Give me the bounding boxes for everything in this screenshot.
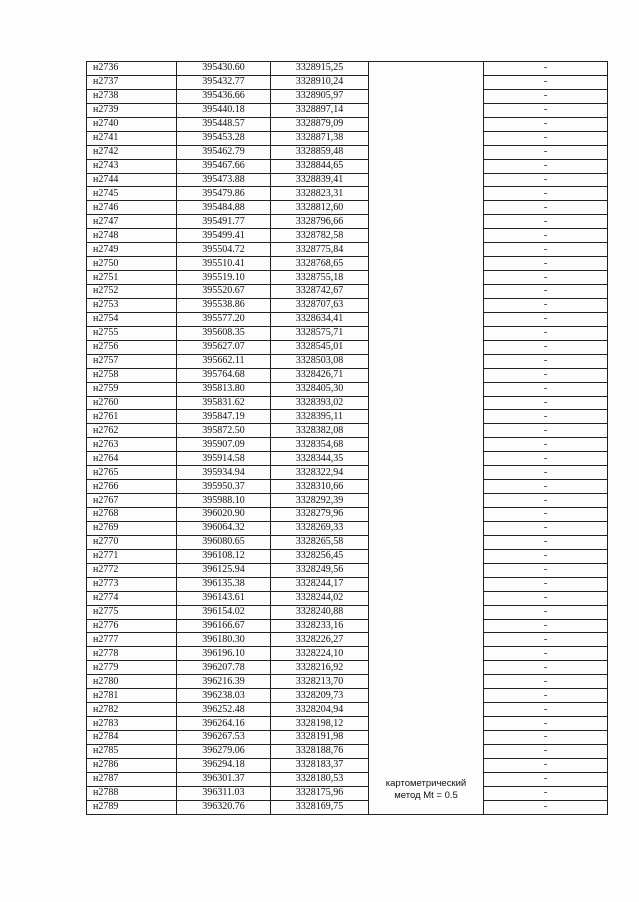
- table-row: [87, 452, 608, 466]
- table-row: [87, 285, 608, 299]
- table-row: [87, 243, 608, 257]
- x-coordinate-cell: 395813.80: [177, 382, 271, 396]
- x-coordinate-cell: 395462.79: [177, 145, 271, 159]
- dash-cell: -: [484, 619, 608, 633]
- point-id-cell: н2754: [87, 312, 177, 326]
- dash-cell: -: [484, 744, 608, 758]
- table-row: [87, 661, 608, 675]
- dash-cell: -: [484, 563, 608, 577]
- point-id-cell: н2745: [87, 187, 177, 201]
- x-coordinate-cell: 395473.88: [177, 173, 271, 187]
- y-coordinate-cell: 3328545,01: [271, 340, 369, 354]
- table-row: [87, 368, 608, 382]
- dash-cell: -: [484, 480, 608, 494]
- x-coordinate-cell: 396135.38: [177, 577, 271, 591]
- y-coordinate-cell: 3328233,16: [271, 619, 369, 633]
- table-row: [87, 298, 608, 312]
- table-row: [87, 173, 608, 187]
- x-coordinate-cell: 396143.61: [177, 591, 271, 605]
- x-coordinate-cell: 395662.11: [177, 354, 271, 368]
- x-coordinate-cell: 396166.67: [177, 619, 271, 633]
- y-coordinate-cell: 3328204,94: [271, 703, 369, 717]
- dash-cell: -: [484, 117, 608, 131]
- table-row: [87, 438, 608, 452]
- y-coordinate-cell: 3328240,88: [271, 605, 369, 619]
- point-id-cell: н2782: [87, 703, 177, 717]
- point-id-cell: н2759: [87, 382, 177, 396]
- point-id-cell: н2742: [87, 145, 177, 159]
- point-id-cell: н2752: [87, 285, 177, 299]
- y-coordinate-cell: 3328768,65: [271, 257, 369, 271]
- dash-cell: -: [484, 521, 608, 535]
- table-row: [87, 424, 608, 438]
- x-coordinate-cell: 395907.09: [177, 438, 271, 452]
- dash-cell: -: [484, 75, 608, 89]
- y-coordinate-cell: 3328169,75: [271, 800, 369, 814]
- dash-cell: -: [484, 201, 608, 215]
- dash-cell: -: [484, 717, 608, 731]
- table-row: [87, 521, 608, 535]
- method-text-line1: картометрический: [385, 777, 467, 789]
- x-coordinate-cell: 396125.94: [177, 563, 271, 577]
- y-coordinate-cell: 3328426,71: [271, 368, 369, 382]
- dash-cell: -: [484, 758, 608, 772]
- table-row: [87, 103, 608, 117]
- x-coordinate-cell: 395872.50: [177, 424, 271, 438]
- y-coordinate-cell: 3328575,71: [271, 326, 369, 340]
- y-coordinate-cell: 3328226,27: [271, 633, 369, 647]
- y-coordinate-cell: 3328503,08: [271, 354, 369, 368]
- point-id-cell: н2784: [87, 731, 177, 745]
- point-id-cell: н2736: [87, 62, 177, 76]
- table-row: [87, 271, 608, 285]
- y-coordinate-cell: 3328175,96: [271, 786, 369, 800]
- x-coordinate-cell: 396064.32: [177, 521, 271, 535]
- point-id-cell: н2778: [87, 647, 177, 661]
- dash-cell: -: [484, 215, 608, 229]
- x-coordinate-cell: 396196.10: [177, 647, 271, 661]
- table-row: [87, 633, 608, 647]
- x-coordinate-cell: 396294.18: [177, 758, 271, 772]
- dash-cell: -: [484, 675, 608, 689]
- point-id-cell: н2741: [87, 131, 177, 145]
- point-id-cell: н2756: [87, 340, 177, 354]
- point-id-cell: н2765: [87, 466, 177, 480]
- dash-cell: -: [484, 703, 608, 717]
- table-row: [87, 410, 608, 424]
- y-coordinate-cell: 3328244,02: [271, 591, 369, 605]
- x-coordinate-cell: 396207.78: [177, 661, 271, 675]
- point-id-cell: н2737: [87, 75, 177, 89]
- table-row: [87, 744, 608, 758]
- table-row: [87, 89, 608, 103]
- y-coordinate-cell: 3328839,41: [271, 173, 369, 187]
- table-row: [87, 675, 608, 689]
- x-coordinate-cell: 395499.41: [177, 229, 271, 243]
- x-coordinate-cell: 395491.77: [177, 215, 271, 229]
- y-coordinate-cell: 3328879,09: [271, 117, 369, 131]
- dash-cell: -: [484, 549, 608, 563]
- y-coordinate-cell: 3328707,63: [271, 298, 369, 312]
- point-id-cell: н2783: [87, 717, 177, 731]
- table-row: [87, 159, 608, 173]
- x-coordinate-cell: 395467.66: [177, 159, 271, 173]
- table-row: [87, 326, 608, 340]
- point-id-cell: н2739: [87, 103, 177, 117]
- x-coordinate-cell: 396320.76: [177, 800, 271, 814]
- x-coordinate-cell: 395988.10: [177, 494, 271, 508]
- table-row: [87, 201, 608, 215]
- table-row: [87, 75, 608, 89]
- table-row: [87, 62, 608, 76]
- dash-cell: -: [484, 438, 608, 452]
- x-coordinate-cell: 395538.86: [177, 298, 271, 312]
- y-coordinate-cell: 3328755,18: [271, 271, 369, 285]
- table-row: [87, 354, 608, 368]
- coordinates-table-body: [87, 62, 608, 815]
- point-id-cell: н2753: [87, 298, 177, 312]
- y-coordinate-cell: 3328812,60: [271, 201, 369, 215]
- table-row: [87, 229, 608, 243]
- point-id-cell: н2781: [87, 689, 177, 703]
- y-coordinate-cell: 3328249,56: [271, 563, 369, 577]
- dash-cell: -: [484, 410, 608, 424]
- x-coordinate-cell: 395504.72: [177, 243, 271, 257]
- x-coordinate-cell: 396238.03: [177, 689, 271, 703]
- y-coordinate-cell: 3328859,48: [271, 145, 369, 159]
- dash-cell: -: [484, 368, 608, 382]
- dash-cell: -: [484, 689, 608, 703]
- x-coordinate-cell: 396279.06: [177, 744, 271, 758]
- point-id-cell: н2766: [87, 480, 177, 494]
- y-coordinate-cell: 3328634,41: [271, 312, 369, 326]
- point-id-cell: н2738: [87, 89, 177, 103]
- y-coordinate-cell: 3328216,92: [271, 661, 369, 675]
- dash-cell: -: [484, 187, 608, 201]
- y-coordinate-cell: 3328742,67: [271, 285, 369, 299]
- y-coordinate-cell: 3328198,12: [271, 717, 369, 731]
- table-row: [87, 215, 608, 229]
- point-id-cell: н2763: [87, 438, 177, 452]
- table-row: [87, 131, 608, 145]
- y-coordinate-cell: 3328265,58: [271, 535, 369, 549]
- dash-cell: -: [484, 494, 608, 508]
- x-coordinate-cell: 395608.35: [177, 326, 271, 340]
- dash-cell: -: [484, 800, 608, 814]
- dash-cell: -: [484, 159, 608, 173]
- y-coordinate-cell: 3328796,66: [271, 215, 369, 229]
- dash-cell: -: [484, 382, 608, 396]
- dash-cell: -: [484, 424, 608, 438]
- point-id-cell: н2751: [87, 271, 177, 285]
- dash-cell: -: [484, 340, 608, 354]
- x-coordinate-cell: 395914.58: [177, 452, 271, 466]
- point-id-cell: н2747: [87, 215, 177, 229]
- x-coordinate-cell: 395430.60: [177, 62, 271, 76]
- table-row: [87, 689, 608, 703]
- table-row: [87, 619, 608, 633]
- y-coordinate-cell: 3328209,73: [271, 689, 369, 703]
- y-coordinate-cell: 3328322,94: [271, 466, 369, 480]
- table-row: [87, 145, 608, 159]
- dash-cell: -: [484, 396, 608, 410]
- point-id-cell: н2760: [87, 396, 177, 410]
- dash-cell: -: [484, 647, 608, 661]
- y-coordinate-cell: 3328224,10: [271, 647, 369, 661]
- x-coordinate-cell: 396108.12: [177, 549, 271, 563]
- point-id-cell: н2787: [87, 772, 177, 786]
- dash-cell: -: [484, 772, 608, 786]
- point-id-cell: н2768: [87, 508, 177, 522]
- coordinates-table: [86, 61, 608, 815]
- point-id-cell: н2767: [87, 494, 177, 508]
- x-coordinate-cell: 395934.94: [177, 466, 271, 480]
- point-id-cell: н2780: [87, 675, 177, 689]
- table-row: [87, 187, 608, 201]
- point-id-cell: н2773: [87, 577, 177, 591]
- dash-cell: -: [484, 508, 608, 522]
- x-coordinate-cell: 396154.02: [177, 605, 271, 619]
- point-id-cell: н2762: [87, 424, 177, 438]
- y-coordinate-cell: 3328191,98: [271, 731, 369, 745]
- dash-cell: -: [484, 103, 608, 117]
- table-row: [87, 340, 608, 354]
- point-id-cell: н2764: [87, 452, 177, 466]
- x-coordinate-cell: 395950.37: [177, 480, 271, 494]
- dash-cell: -: [484, 89, 608, 103]
- table-row: [87, 800, 608, 814]
- point-id-cell: н2761: [87, 410, 177, 424]
- table-row: [87, 257, 608, 271]
- x-coordinate-cell: 395764.68: [177, 368, 271, 382]
- dash-cell: -: [484, 633, 608, 647]
- y-coordinate-cell: 3328213,70: [271, 675, 369, 689]
- y-coordinate-cell: 3328393,02: [271, 396, 369, 410]
- dash-cell: -: [484, 173, 608, 187]
- x-coordinate-cell: 395436.66: [177, 89, 271, 103]
- point-id-cell: н2788: [87, 786, 177, 800]
- x-coordinate-cell: 395519.10: [177, 271, 271, 285]
- dash-cell: -: [484, 591, 608, 605]
- dash-cell: -: [484, 535, 608, 549]
- dash-cell: -: [484, 62, 608, 76]
- y-coordinate-cell: 3328180,53: [271, 772, 369, 786]
- point-id-cell: н2775: [87, 605, 177, 619]
- y-coordinate-cell: 3328269,33: [271, 521, 369, 535]
- point-id-cell: н2772: [87, 563, 177, 577]
- table-row: [87, 117, 608, 131]
- dash-cell: -: [484, 731, 608, 745]
- table-row: [87, 647, 608, 661]
- point-id-cell: н2786: [87, 758, 177, 772]
- x-coordinate-cell: 395520.67: [177, 285, 271, 299]
- table-row: [87, 703, 608, 717]
- y-coordinate-cell: 3328782,58: [271, 229, 369, 243]
- dash-cell: -: [484, 605, 608, 619]
- x-coordinate-cell: 395831.62: [177, 396, 271, 410]
- y-coordinate-cell: 3328395,11: [271, 410, 369, 424]
- table-row: [87, 563, 608, 577]
- x-coordinate-cell: 395432.77: [177, 75, 271, 89]
- dash-cell: -: [484, 271, 608, 285]
- x-coordinate-cell: 396267.53: [177, 731, 271, 745]
- table-row: [87, 382, 608, 396]
- table-row: [87, 758, 608, 772]
- point-id-cell: н2769: [87, 521, 177, 535]
- x-coordinate-cell: 395627.07: [177, 340, 271, 354]
- point-id-cell: н2755: [87, 326, 177, 340]
- x-coordinate-cell: 396180.30: [177, 633, 271, 647]
- y-coordinate-cell: 3328292,39: [271, 494, 369, 508]
- point-id-cell: н2777: [87, 633, 177, 647]
- y-coordinate-cell: 3328183,37: [271, 758, 369, 772]
- table-row: [87, 312, 608, 326]
- table-row: [87, 786, 608, 800]
- y-coordinate-cell: 3328188,76: [271, 744, 369, 758]
- y-coordinate-cell: 3328310,66: [271, 480, 369, 494]
- y-coordinate-cell: 3328405,30: [271, 382, 369, 396]
- x-coordinate-cell: 396252.48: [177, 703, 271, 717]
- point-id-cell: н2785: [87, 744, 177, 758]
- table-row: [87, 396, 608, 410]
- method-cell: [369, 62, 484, 815]
- table-row: [87, 508, 608, 522]
- y-coordinate-cell: 3328823,31: [271, 187, 369, 201]
- dash-cell: -: [484, 229, 608, 243]
- point-id-cell: н2757: [87, 354, 177, 368]
- x-coordinate-cell: 395448.57: [177, 117, 271, 131]
- table-row: [87, 772, 608, 786]
- table-row: [87, 591, 608, 605]
- y-coordinate-cell: 3328775,84: [271, 243, 369, 257]
- x-coordinate-cell: 396311.03: [177, 786, 271, 800]
- y-coordinate-cell: 3328354,68: [271, 438, 369, 452]
- point-id-cell: н2749: [87, 243, 177, 257]
- table-row: [87, 717, 608, 731]
- y-coordinate-cell: 3328844,65: [271, 159, 369, 173]
- x-coordinate-cell: 395453.28: [177, 131, 271, 145]
- dash-cell: -: [484, 452, 608, 466]
- y-coordinate-cell: 3328382,08: [271, 424, 369, 438]
- dash-cell: -: [484, 661, 608, 675]
- y-coordinate-cell: 3328897,14: [271, 103, 369, 117]
- table-row: [87, 577, 608, 591]
- dash-cell: -: [484, 466, 608, 480]
- point-id-cell: н2789: [87, 800, 177, 814]
- y-coordinate-cell: 3328256,45: [271, 549, 369, 563]
- point-id-cell: н2750: [87, 257, 177, 271]
- point-id-cell: н2771: [87, 549, 177, 563]
- dash-cell: -: [484, 257, 608, 271]
- point-id-cell: н2770: [87, 535, 177, 549]
- x-coordinate-cell: 395577.20: [177, 312, 271, 326]
- table-row: [87, 466, 608, 480]
- x-coordinate-cell: 396020.90: [177, 508, 271, 522]
- y-coordinate-cell: 3328915,25: [271, 62, 369, 76]
- point-id-cell: н2748: [87, 229, 177, 243]
- point-id-cell: н2758: [87, 368, 177, 382]
- dash-cell: -: [484, 312, 608, 326]
- x-coordinate-cell: 396080.65: [177, 535, 271, 549]
- x-coordinate-cell: 395440.18: [177, 103, 271, 117]
- dash-cell: -: [484, 577, 608, 591]
- y-coordinate-cell: 3328905,97: [271, 89, 369, 103]
- x-coordinate-cell: 395479.86: [177, 187, 271, 201]
- table-row: [87, 494, 608, 508]
- dash-cell: -: [484, 298, 608, 312]
- dash-cell: -: [484, 326, 608, 340]
- point-id-cell: н2774: [87, 591, 177, 605]
- y-coordinate-cell: 3328244,17: [271, 577, 369, 591]
- dash-cell: -: [484, 786, 608, 800]
- dash-cell: -: [484, 131, 608, 145]
- y-coordinate-cell: 3328910,24: [271, 75, 369, 89]
- point-id-cell: н2776: [87, 619, 177, 633]
- point-id-cell: н2779: [87, 661, 177, 675]
- point-id-cell: н2740: [87, 117, 177, 131]
- point-id-cell: н2743: [87, 159, 177, 173]
- table-row: [87, 605, 608, 619]
- x-coordinate-cell: 395847.19: [177, 410, 271, 424]
- table-row: [87, 549, 608, 563]
- method-text-line2: метод Mt = 0.5: [394, 789, 458, 801]
- point-id-cell: н2746: [87, 201, 177, 215]
- dash-cell: -: [484, 354, 608, 368]
- y-coordinate-cell: 3328871,38: [271, 131, 369, 145]
- y-coordinate-cell: 3328344,35: [271, 452, 369, 466]
- table-row: [87, 480, 608, 494]
- y-coordinate-cell: 3328279,96: [271, 508, 369, 522]
- point-id-cell: н2744: [87, 173, 177, 187]
- x-coordinate-cell: 395510.41: [177, 257, 271, 271]
- x-coordinate-cell: 396216.39: [177, 675, 271, 689]
- x-coordinate-cell: 395484.88: [177, 201, 271, 215]
- x-coordinate-cell: 396301.37: [177, 772, 271, 786]
- x-coordinate-cell: 396264.16: [177, 717, 271, 731]
- table-row: [87, 731, 608, 745]
- dash-cell: -: [484, 285, 608, 299]
- dash-cell: -: [484, 243, 608, 257]
- table-row: [87, 535, 608, 549]
- dash-cell: -: [484, 145, 608, 159]
